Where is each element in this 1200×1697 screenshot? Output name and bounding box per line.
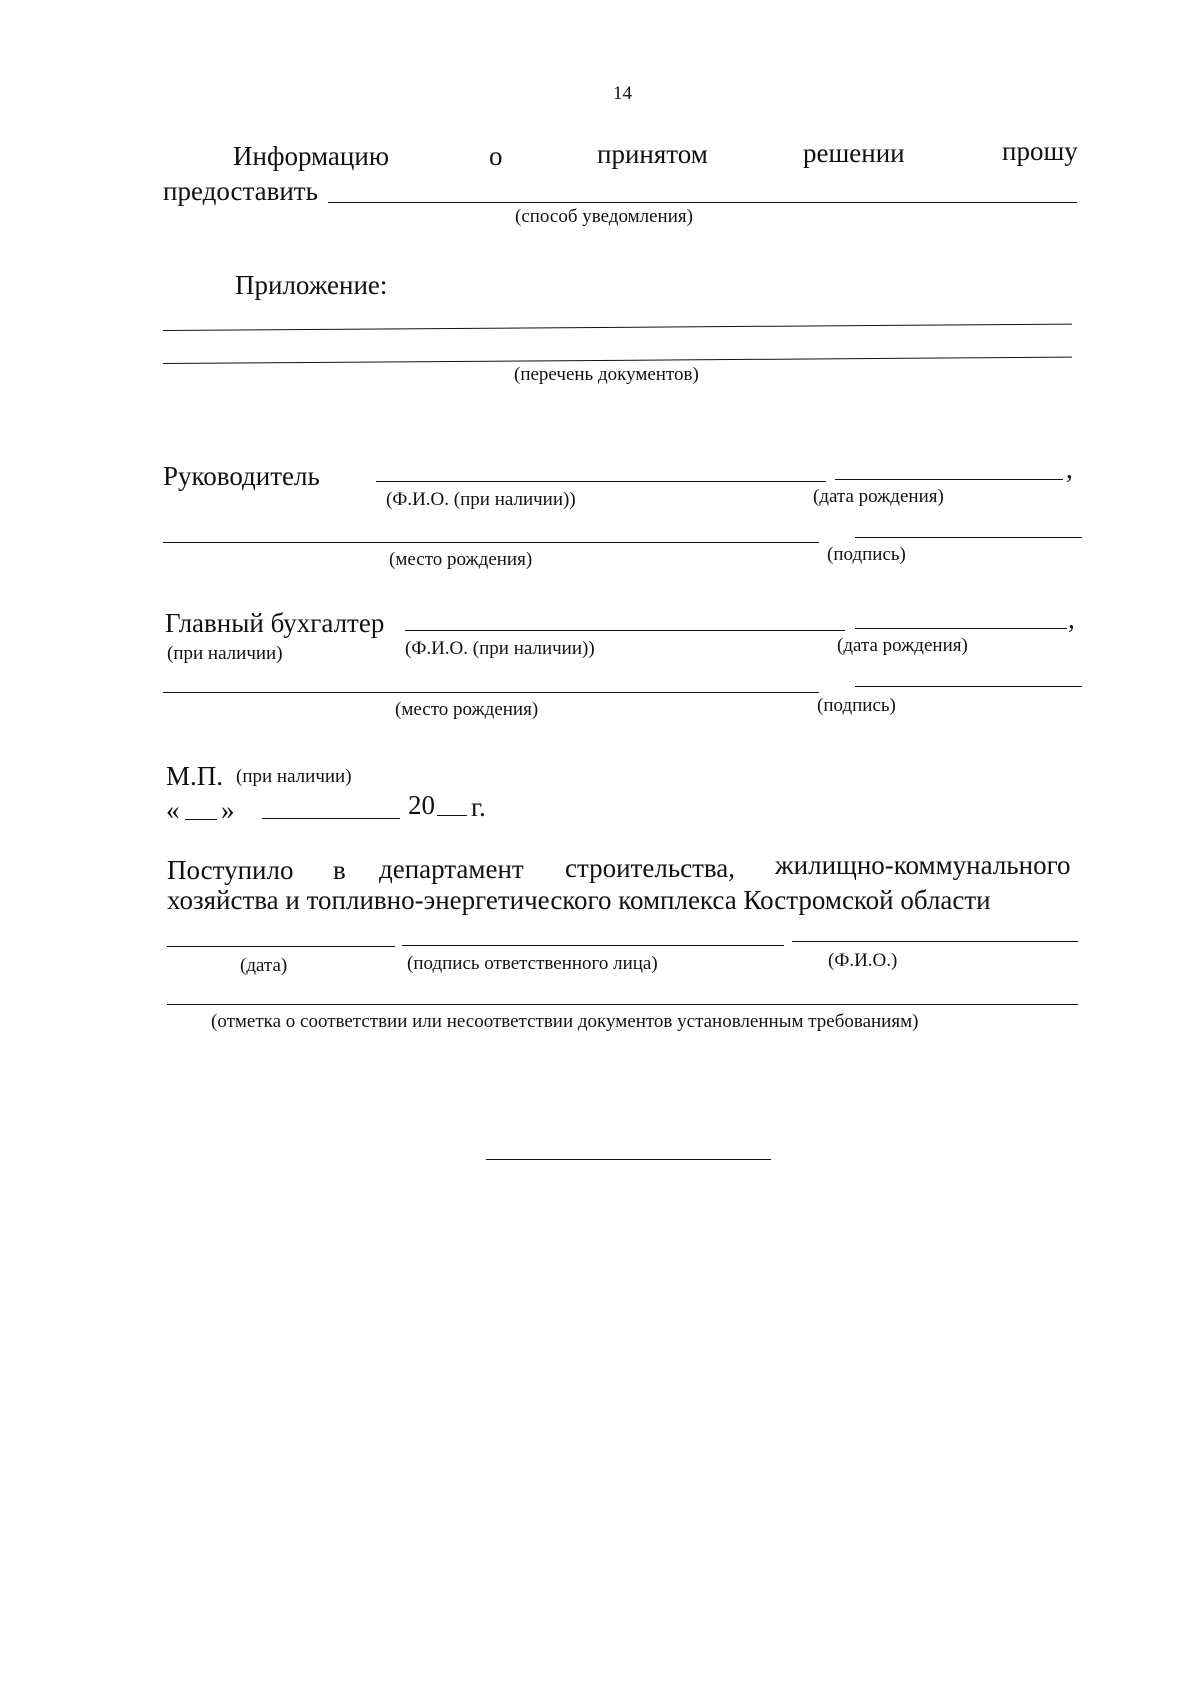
received-name-caption: (Ф.И.О.) (828, 950, 898, 971)
received-word-3: департамент (379, 854, 524, 884)
accountant-comma: , (1068, 604, 1075, 634)
appendix-caption: (перечень документов) (514, 364, 699, 385)
date-month-line (262, 818, 400, 819)
head-label: Руководитель (163, 461, 320, 491)
appendix-line-1 (163, 324, 1072, 331)
page-number: 14 (613, 83, 632, 104)
received-signature-caption: (подпись ответственного лица) (407, 953, 658, 974)
date-year-suffix: г. (471, 792, 486, 822)
notification-word-5: прошу (1002, 136, 1078, 166)
head-name-line (376, 481, 826, 482)
notification-method-line (328, 202, 1077, 203)
head-signature-caption: (подпись) (827, 544, 906, 565)
accountant-name-caption: (Ф.И.О. (при наличии)) (405, 638, 595, 659)
date-year-prefix: 20 (408, 790, 435, 820)
provide-label: предоставить (163, 176, 318, 206)
head-name-caption: (Ф.И.О. (при наличии)) (386, 489, 576, 510)
head-birthplace-caption: (место рождения) (389, 549, 533, 570)
received-word-4: строительства, (565, 853, 736, 883)
accountant-label: Главный бухгалтер (165, 608, 385, 638)
date-year-line (437, 815, 467, 816)
received-name-line (792, 941, 1078, 942)
head-birthdate-line (835, 479, 1063, 480)
accountant-name-line (405, 630, 845, 631)
received-signature-line (402, 945, 784, 946)
head-comma: , (1066, 454, 1073, 484)
accountant-signature-line (855, 686, 1082, 687)
end-separator-line (486, 1159, 771, 1160)
accountant-birthplace-line (163, 692, 819, 693)
notification-method-caption: (способ уведомления) (515, 206, 693, 227)
compliance-caption: (отметка о соответствии или несоответствии документов установленным требованиям) (211, 1011, 919, 1032)
notification-word-3: принятом (597, 139, 708, 169)
received-date-line (167, 946, 395, 947)
appendix-line-2 (163, 357, 1072, 364)
notification-word-4: решении (803, 138, 905, 168)
accountant-birthdate-caption: (дата рождения) (837, 635, 968, 656)
accountant-birthplace-caption: (место рождения) (395, 699, 539, 720)
head-birthplace-line (163, 542, 819, 543)
received-line-2: хозяйства и топливно-энергетического комплекса Костромской области (167, 885, 991, 915)
stamp-label: М.П. (166, 761, 224, 791)
accountant-birthdate-line (855, 628, 1067, 629)
compliance-line (167, 1004, 1078, 1005)
date-open-quote: « (166, 795, 180, 825)
accountant-signature-caption: (подпись) (817, 695, 896, 716)
received-word-1: Поступило (167, 855, 294, 885)
received-word-2: в (333, 855, 346, 885)
date-close-quote: » (221, 795, 235, 825)
appendix-label: Приложение: (235, 270, 388, 300)
date-day-line (185, 819, 217, 820)
head-signature-line (855, 537, 1082, 538)
notification-word-2: о (489, 141, 503, 171)
notification-word-1: Информацию (233, 141, 389, 171)
head-birthdate-caption: (дата рождения) (813, 486, 944, 507)
stamp-qualifier: (при наличии) (236, 766, 352, 787)
received-word-5: жилищно-коммунального (775, 850, 1071, 880)
received-date-caption: (дата) (240, 955, 288, 976)
accountant-qualifier: (при наличии) (167, 643, 283, 664)
